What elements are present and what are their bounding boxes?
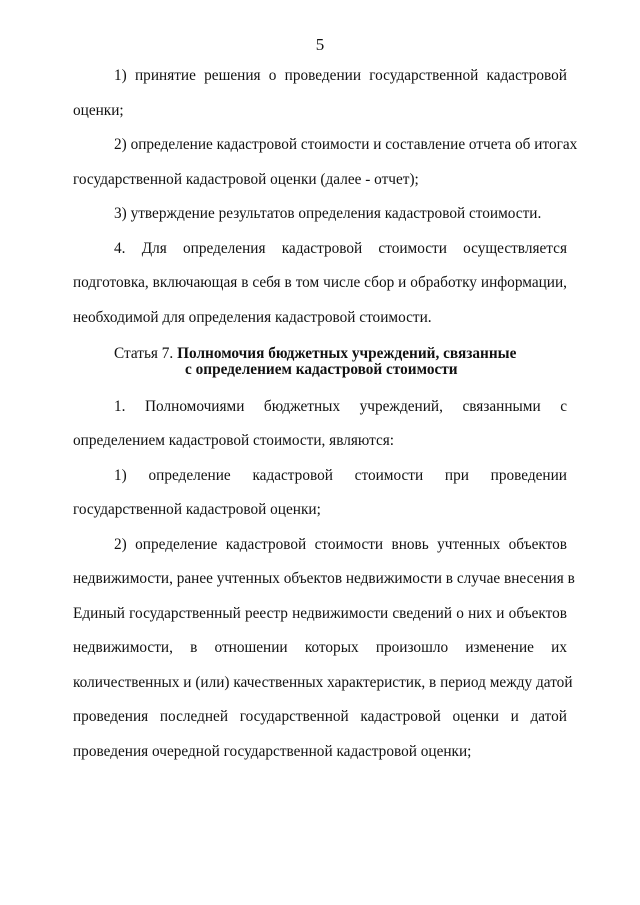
paragraph-line: проведения очередной государственной кадастровой оценки;	[73, 743, 472, 760]
paragraph-line: Единый государственный реестр недвижимости сведений о них и объектов	[73, 605, 567, 622]
paragraph-line: 3) утверждение результатов определения кадастровой стоимости.	[114, 205, 542, 222]
paragraph-line: 1. Полномочиями бюджетных учреждений, связанными с	[114, 398, 567, 415]
paragraph-line: оценки;	[73, 102, 124, 119]
paragraph-line: государственной кадастровой оценки;	[73, 501, 321, 518]
article-title-line1: Полномочия бюджетных учреждений, связанные	[177, 345, 517, 362]
paragraph-line: 2) определение кадастровой стоимости и составление отчета об итогах	[114, 136, 578, 153]
article-label: Статья 7.	[114, 345, 174, 362]
article-title-line2: с определением кадастровой стоимости	[185, 361, 458, 378]
paragraph-line: 1) определение кадастровой стоимости при проведении	[114, 467, 567, 484]
paragraph-line: проведения последней государственной кадастровой оценки и датой	[73, 708, 567, 725]
paragraph-line: 4. Для определения кадастровой стоимости осуществляется	[114, 240, 567, 257]
page-number: 5	[315, 35, 325, 54]
paragraph-line: определением кадастровой стоимости, являются:	[73, 432, 395, 449]
paragraph-line: 2) определение кадастровой стоимости вновь учтенных объектов	[114, 536, 567, 553]
paragraph-line: количественных и (или) качественных характеристик, в период между датой	[73, 674, 573, 691]
paragraph-line: необходимой для определения кадастровой стоимости.	[73, 309, 432, 326]
paragraph-line: недвижимости, в отношении которых произошло изменение их	[73, 639, 567, 656]
paragraph-line: 1) принятие решения о проведении государственной кадастровой	[114, 67, 567, 84]
paragraph-line: государственной кадастровой оценки (далее - отчет);	[73, 171, 419, 188]
paragraph-line: недвижимости, ранее учтенных объектов недвижимости в случае внесения в	[73, 570, 575, 587]
paragraph-line: подготовка, включающая в себя в том числе сбор и обработку информации,	[73, 274, 567, 291]
